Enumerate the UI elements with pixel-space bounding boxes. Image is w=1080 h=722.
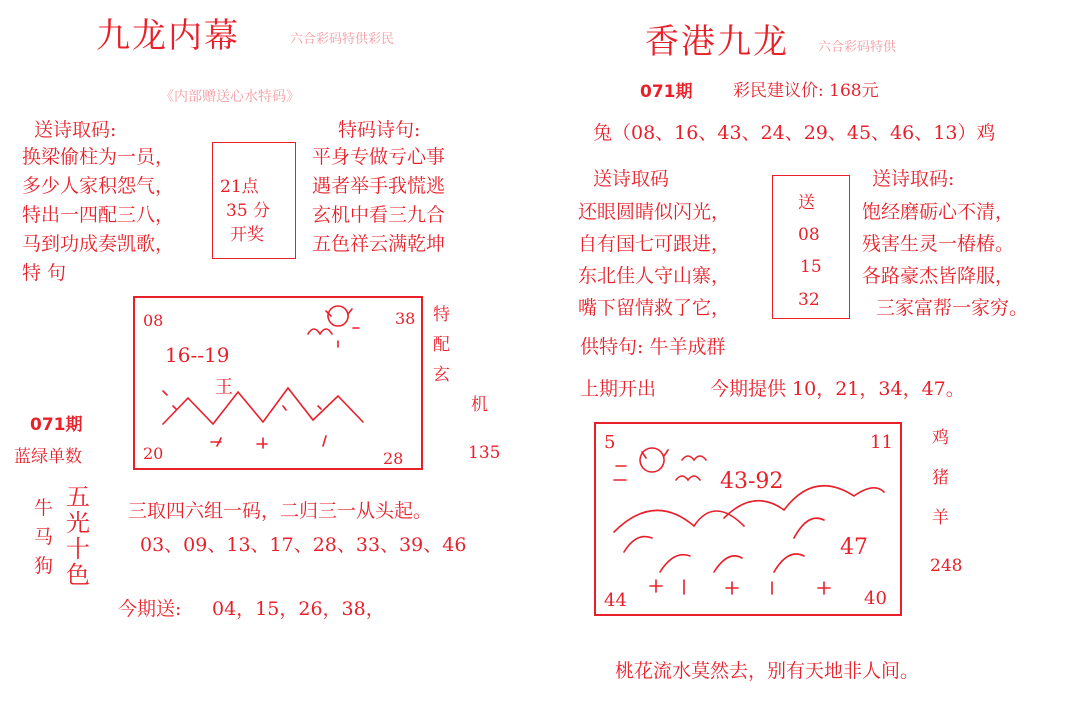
drawing-label-bl: 20 — [143, 444, 164, 463]
poem-line: 残害生灵一椿椿。 — [862, 233, 1015, 255]
left-numbers-line: 03、09、13、17、28、33、39、46 — [140, 534, 467, 556]
left-side-number: 135 — [468, 443, 501, 463]
right-subtitle: 六合彩码特供 — [818, 40, 897, 55]
poem-line: 马到功成奏凯歌， — [22, 233, 175, 255]
poem-line: 饱经磨砺心不清， — [862, 201, 1015, 223]
send-box-item: 15 — [800, 257, 822, 277]
left-note: 《内部赠送心水特码》 — [160, 89, 300, 105]
right-title: 香港九龙 — [645, 22, 789, 62]
poem-line: 平身专做亏心事 — [312, 146, 446, 168]
left-send-label: 送诗取码: — [34, 119, 117, 141]
right-send-label-right: 送诗取码: — [872, 168, 955, 190]
big-char: 五 — [66, 483, 90, 511]
poem-line: 三家富帮一家穷。 — [876, 297, 1029, 319]
time-line: 21点 — [220, 177, 259, 197]
right-send-label-left: 送诗取码 — [593, 168, 670, 190]
side-char: 玄 — [433, 365, 450, 385]
drawing-label-br: 28 — [383, 449, 404, 468]
drawing-label-tr: 38 — [395, 309, 416, 328]
poem-line: 各路豪杰皆降服， — [862, 265, 1015, 287]
right-price: 彩民建议价: 168元 — [733, 81, 879, 101]
drawing-label-mid: 43-92 — [720, 469, 784, 494]
right-side-number: 248 — [930, 556, 963, 576]
poem-line: 五色祥云满乾坤 — [312, 233, 446, 255]
poem-line: 换梁偷柱为一员， — [22, 146, 175, 168]
zodiac-line: 兔（08、16、43、24、29、45、46、13）鸡 — [593, 122, 996, 144]
left-animals — [34, 494, 53, 581]
today-label: 今期送: — [118, 598, 182, 620]
drawing-label-mid: 16--19 — [165, 343, 230, 367]
drawing-label-wang: 王 — [215, 377, 233, 398]
side-char: 配 — [433, 335, 450, 355]
poem-line: 玄机中看三九合 — [312, 204, 446, 226]
poem-line: 多少人家积怨气， — [22, 175, 175, 197]
special-poem-label: 特码诗句: — [338, 119, 421, 141]
this-issue: 今期提供 10，21，34，47。 — [710, 378, 965, 400]
side-char: 羊 — [932, 508, 949, 528]
time-line: 开奖 — [230, 225, 264, 245]
time-line: 35 分 — [226, 201, 271, 221]
last-issue: 上期开出 — [580, 378, 657, 400]
left-rule-line: 三取四六组一码，二归三一从头起。 — [128, 500, 433, 522]
right-footer: 桃花流水莫然去，别有天地非人间。 — [615, 660, 920, 682]
special-label: 特 句 — [22, 262, 67, 284]
special-sentence: 供特句: 牛羊成群 — [580, 336, 726, 358]
drawing-label-br: 40 — [864, 588, 887, 609]
right-issue: 071期 — [640, 82, 693, 102]
side-char: 鸡 — [932, 428, 949, 448]
drawing-label-47: 47 — [840, 535, 868, 560]
drawing-label-tl: 5 — [604, 432, 616, 453]
side-char: 猪 — [932, 468, 949, 488]
animal: 狗 — [34, 555, 54, 577]
animal: 马 — [34, 526, 54, 548]
side-char: 机 — [471, 395, 488, 415]
animal: 牛 — [34, 497, 54, 519]
drawing-label-bl: 44 — [604, 590, 627, 611]
drawing-label-tr: 11 — [870, 432, 893, 453]
left-drawing — [133, 296, 423, 466]
big-char: 光 — [66, 509, 90, 537]
send-box-item: 08 — [798, 225, 820, 245]
left-color-hint: 蓝绿单数 — [14, 447, 82, 467]
left-poem-right — [312, 143, 445, 259]
poem-line: 嘴下留情救了它， — [578, 297, 731, 319]
send-box-item: 32 — [798, 290, 820, 310]
drawing-label-tl: 08 — [143, 311, 164, 330]
poem-line: 还眼圆睛似闪光， — [578, 201, 731, 223]
poem-line: 自有国七可跟进， — [578, 233, 731, 255]
send-box-item: 送 — [798, 193, 815, 213]
left-big-chars — [66, 484, 90, 588]
big-char: 色 — [66, 561, 90, 589]
left-side-chars — [433, 300, 488, 420]
right-poem-left — [578, 196, 730, 324]
right-side-chars — [932, 418, 949, 538]
poem-line: 东北佳人守山寨， — [578, 265, 731, 287]
left-issue: 071期 — [30, 415, 83, 435]
left-subtitle: 六合彩码特供彩民 — [290, 32, 395, 47]
poem-line: 特出一四配三八， — [22, 204, 175, 226]
left-poem-left — [22, 143, 174, 288]
poem-line: 遇者举手我慌逃 — [312, 175, 446, 197]
today-numbers: 04，15，26，38， — [212, 598, 385, 620]
big-char: 十 — [66, 535, 90, 563]
left-title: 九龙内幕 — [96, 16, 240, 56]
right-poem-right — [862, 196, 1028, 324]
side-char: 特 — [433, 305, 450, 325]
right-drawing — [594, 422, 898, 612]
